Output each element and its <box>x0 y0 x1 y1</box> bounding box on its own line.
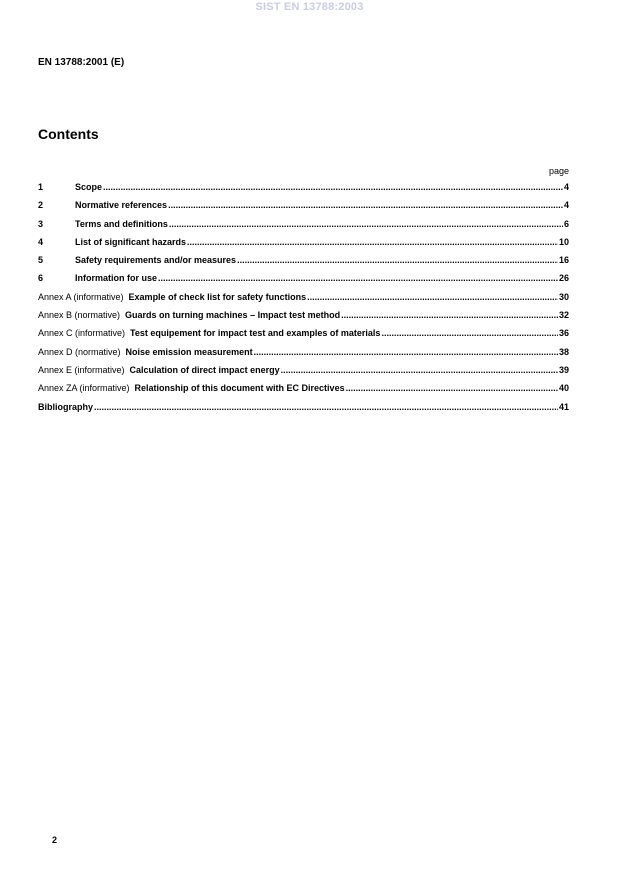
toc-leader-dots <box>381 328 558 338</box>
toc-entry-safety-requirements[interactable] <box>38 255 569 273</box>
toc-entry-title: List of significant hazards <box>75 236 187 247</box>
toc-leader-dots <box>254 347 558 357</box>
toc-entry-page: 30 <box>558 291 569 302</box>
page-number: 2 <box>52 835 58 845</box>
toc-leader-dots <box>341 310 558 320</box>
toc-entry-number: 1 <box>38 182 44 192</box>
toc-entry-annex-c[interactable] <box>38 328 569 346</box>
toc-entry-annex-label: Annex C (informative) <box>38 328 126 339</box>
toc-entry-title: Scope <box>75 182 103 192</box>
toc-entry-page: 39 <box>558 364 569 375</box>
toc-leader-dots <box>187 237 558 247</box>
toc-entry-number: 5 <box>38 255 44 266</box>
toc-entry-title: Normative references <box>75 200 168 211</box>
toc-leader-dots <box>307 292 558 302</box>
toc-entry-annex-e[interactable] <box>38 365 569 383</box>
document-id: EN 13788:2001 (E) <box>38 57 125 68</box>
toc-leader-dots <box>237 255 558 265</box>
toc-leader-dots <box>346 383 558 393</box>
toc-entry-title: Calculation of direct impact energy <box>129 364 280 375</box>
toc-entry-terms-and-definitions[interactable] <box>38 219 569 237</box>
toc-entry-information-for-use[interactable] <box>38 273 569 291</box>
toc-entry-page: 41 <box>558 401 569 412</box>
toc-leader-dots <box>94 402 558 412</box>
toc-entry-page: 38 <box>558 346 569 357</box>
table-of-contents <box>38 182 569 420</box>
toc-leader-dots <box>281 365 558 375</box>
toc-entry-bibliography[interactable] <box>38 402 569 420</box>
toc-leader-dots <box>169 219 563 229</box>
watermark: SIST EN 13788:2003 <box>255 1 364 13</box>
toc-entry-annex-label: Annex D (normative) <box>38 346 121 357</box>
toc-entry-title: Safety requirements and/or measures <box>75 255 237 266</box>
toc-entry-page: 10 <box>558 236 569 247</box>
toc-entry-significant-hazards[interactable] <box>38 237 569 255</box>
toc-leader-dots <box>103 182 563 192</box>
toc-entry-page: 4 <box>563 182 569 192</box>
toc-entry-annex-label: Annex A (informative) <box>38 291 124 302</box>
toc-entry-title: Guards on turning machines – Impact test method <box>125 310 341 321</box>
toc-entry-title: Terms and definitions <box>75 218 168 229</box>
toc-entry-title: Example of check list for safety functions <box>128 291 307 302</box>
toc-entry-page: 40 <box>558 383 569 394</box>
toc-entry-title: Test equipement for impact test and examples of materials <box>130 328 381 339</box>
toc-entry-title: Relationship of this document with EC Directives <box>134 383 345 394</box>
toc-entry-annex-label: Annex E (informative) <box>38 364 125 375</box>
page-title: Contents <box>38 126 99 142</box>
toc-entry-number: 4 <box>38 236 44 247</box>
toc-entry-page: 26 <box>558 273 569 284</box>
toc-leader-dots <box>168 200 563 210</box>
toc-entry-page: 6 <box>563 218 569 229</box>
toc-entry-page: 32 <box>558 310 569 321</box>
toc-entry-title: Noise emission measurement <box>125 346 253 357</box>
toc-entry-page: 16 <box>558 255 569 266</box>
toc-entry-number: 2 <box>38 200 44 211</box>
toc-entry-annex-za[interactable] <box>38 383 569 401</box>
toc-entry-annex-label: Annex ZA (informative) <box>38 383 130 394</box>
toc-entry-normative-references[interactable] <box>38 200 569 218</box>
page-column-label: page <box>548 166 569 176</box>
toc-entry-scope[interactable] <box>38 182 569 200</box>
toc-entry-page: 36 <box>558 328 569 339</box>
toc-entry-number: 3 <box>38 218 44 229</box>
toc-entry-title: Information for use <box>75 273 158 284</box>
toc-entry-title: Bibliography <box>38 401 94 412</box>
toc-leader-dots <box>158 273 558 283</box>
toc-entry-number: 6 <box>38 273 44 284</box>
toc-entry-annex-a[interactable] <box>38 292 569 310</box>
toc-entry-page: 4 <box>563 200 569 211</box>
toc-entry-annex-b[interactable] <box>38 310 569 328</box>
toc-entry-annex-label: Annex B (normative) <box>38 310 121 321</box>
toc-entry-annex-d[interactable] <box>38 347 569 365</box>
